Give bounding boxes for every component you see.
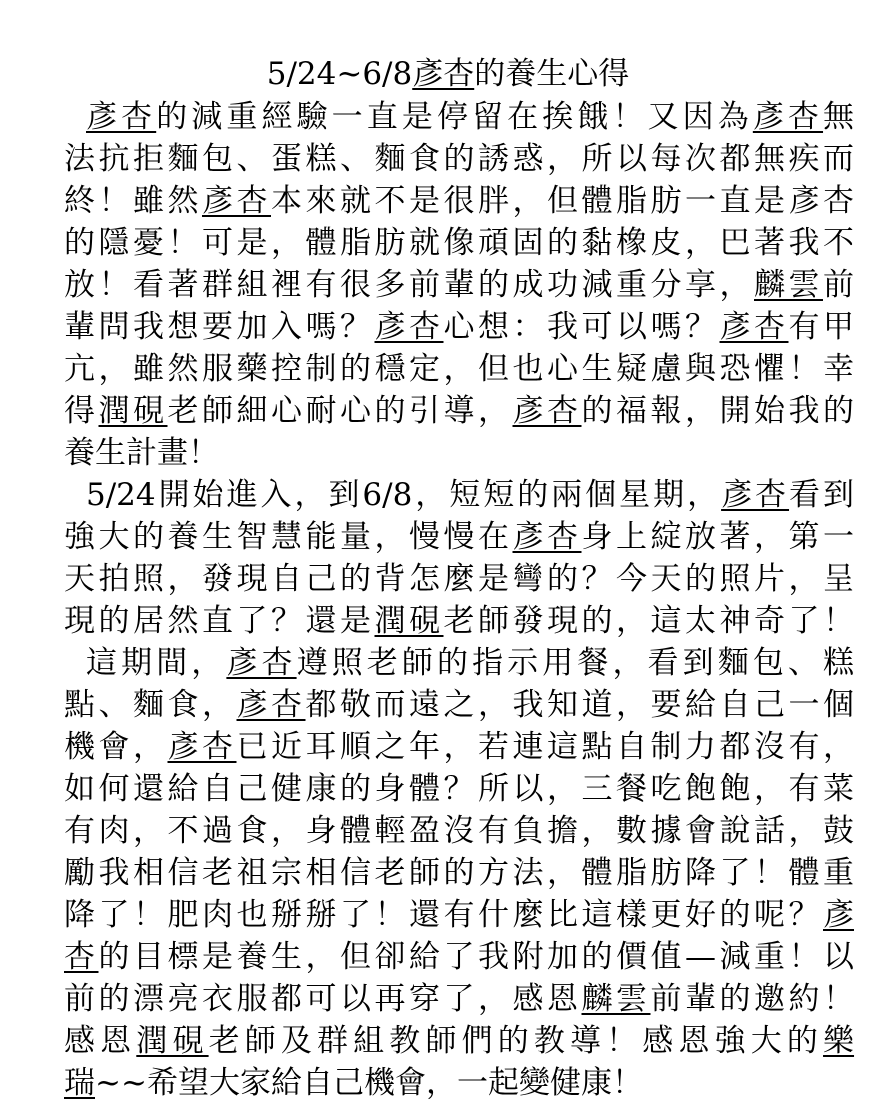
text-segment: 有甲 [788,309,854,345]
text-segment: 本來就不是很胖，但體脂肪一直是彥杏 [271,183,854,219]
text-line [64,726,854,768]
text-segment: 降了！肥肉也掰掰了！還有什麼比這樣更好的呢？ [64,897,823,933]
text-segment: 心想：我可以嗎？ [443,309,720,345]
text-line [64,264,854,306]
text-line [64,978,854,1020]
underlined-name: 瑞 [64,1065,95,1101]
text-line [64,936,854,978]
text-segment: 強大的養生智慧能量，慢慢在 [64,519,513,555]
text-line [64,306,854,348]
text-segment: 法抗拒麵包、蛋糕、麵食的誘惑，所以每次都無疾而 [64,141,854,177]
text-segment: 看到 [789,477,855,513]
text-line [64,516,854,558]
text-segment: 身上綻放著，第一 [581,519,854,555]
text-segment: 已近耳順之年，若連這點自制力都沒有， [236,729,854,765]
text-segment: 如何還給自己健康的身體？所以，三餐吃飽飽，有菜 [64,771,854,807]
text-segment: 亢，雖然服藥控制的穩定，但也心生疑慮與恐懼！幸 [64,351,854,387]
text-segment: 養生計畫！ [64,435,219,471]
text-segment: 現的居然直了？還是 [64,603,375,639]
underlined-name: 彥杏 [374,309,444,345]
text-segment: 有肉，不過食，身體輕盈沒有負擔，數據會說話，鼓 [64,813,854,849]
text-segment: 這期間， [86,645,227,681]
text-line [64,894,854,936]
text-line [64,684,854,726]
text-segment: 機會， [64,729,168,765]
text-segment: 5/24開始進入，到6/8，短短的兩個星期， [86,477,722,513]
underlined-name: 彥杏 [719,309,789,345]
text-line [64,432,854,474]
text-segment: 無 [823,99,855,135]
text-segment: 終！雖然 [64,183,202,219]
title-text: 5/24~6/8 [266,56,413,92]
text-line [64,474,854,516]
underlined-name: 彥杏 [412,56,475,92]
text-segment: 前輩的邀約！ [650,981,854,1017]
text-segment: 點、麵食， [64,687,237,723]
underlined-name: 彥 [823,897,854,933]
text-segment: 老師細心耐心的引導， [167,393,513,429]
text-segment: 得 [64,393,99,429]
text-line [64,390,854,432]
text-segment: 的減重經驗一直是停留在挨餓！又因為 [156,99,753,135]
text-segment: 老師發現的，這太神奇了！ [443,603,854,639]
text-segment: 勵我相信老祖宗相信老師的方法，體脂肪降了！體重 [64,855,854,891]
text-segment: 天拍照，發現自己的背怎麼是彎的？今天的照片，呈 [64,561,854,597]
text-segment: 遵照老師的指示用餐，看到麵包、糕 [296,645,855,681]
underlined-name: 彥杏 [721,477,790,513]
text-segment: 放！看著群組裡有很多前輩的成功減重分享， [64,267,754,303]
text-segment: 前 [823,267,854,303]
text-segment: 的隱憂！可是，體脂肪就像頑固的黏橡皮，巴著我不 [64,225,854,261]
underlined-name: 彥杏 [236,687,306,723]
underlined-name: 彥杏 [167,729,237,765]
underlined-name: 麟雲 [581,981,651,1017]
underlined-name: 彥杏 [512,393,582,429]
text-line [64,810,854,852]
text-segment: 老師及群組教師們的教導！感恩強大的 [208,1023,824,1059]
text-line [64,1020,854,1062]
text-line [64,138,854,180]
text-line [64,222,854,264]
text-line [64,96,854,138]
underlined-name: 彥杏 [226,645,297,681]
underlined-name: 彥杏 [752,99,824,135]
title-text: 的養生心得 [474,56,630,92]
text-segment: ~~希望大家給自己機會，一起變健康！ [95,1065,643,1101]
text-line [64,348,854,390]
underlined-name: 彥杏 [512,519,582,555]
text-segment: 的目標是養生，但卻給了我附加的價值—減重！以 [98,939,854,975]
text-line [64,1062,854,1104]
text-line [64,558,854,600]
text-line [64,600,854,642]
text-line [64,180,854,222]
underlined-name: 潤硯 [374,603,444,639]
underlined-name: 彥杏 [86,99,157,135]
text-segment: 輩問我想要加入嗎？ [64,309,375,345]
text-segment: 感恩 [64,1023,137,1059]
underlined-name: 樂 [823,1023,855,1059]
text-line [64,642,854,684]
document-body [64,96,854,1104]
text-line [64,852,854,894]
underlined-name: 麟雲 [754,267,823,303]
underlined-name: 彥杏 [202,183,271,219]
text-segment: 都敬而遠之，我知道，要給自己一個 [305,687,854,723]
underlined-name: 潤硯 [98,393,168,429]
text-segment: 前的漂亮衣服都可以再穿了，感恩 [64,981,582,1017]
text-segment: 的福報，開始我的 [581,393,854,429]
underlined-name: 杏 [64,939,99,975]
underlined-name: 潤硯 [136,1023,209,1059]
document-title [0,48,896,100]
text-line [64,768,854,810]
